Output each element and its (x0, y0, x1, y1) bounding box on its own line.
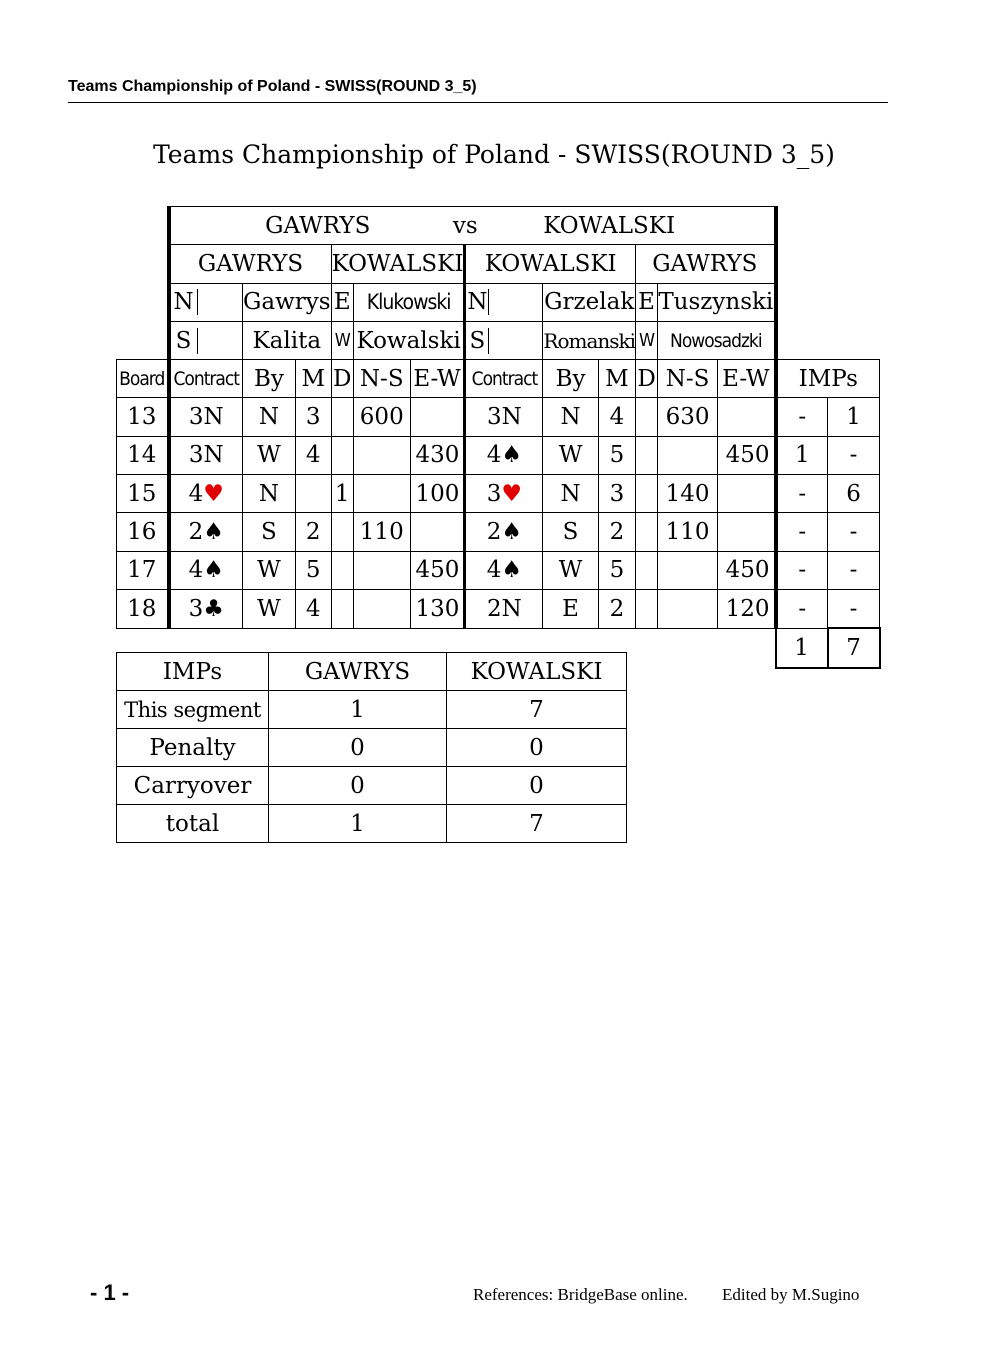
down-closed (636, 475, 658, 513)
summary-header-team2: KOWALSKI (447, 653, 627, 691)
summary-team1-value: 0 (269, 729, 447, 767)
summary-team1-value: 1 (269, 805, 447, 843)
open-south-label: S (171, 328, 198, 354)
summary-team2-value: 7 (447, 691, 627, 729)
contract-suit: ♣ (203, 595, 224, 622)
contract-open (169, 398, 243, 436)
down-open (331, 551, 353, 589)
closed-north-label: N (467, 289, 488, 316)
col-contract2: Contract (465, 360, 543, 398)
imps-team1: - (776, 551, 828, 589)
ns-score-open (353, 589, 410, 628)
board-row (117, 475, 880, 513)
board-row (117, 436, 880, 474)
contract-level: 3 (486, 480, 502, 507)
imps-team1: - (776, 475, 828, 513)
contract-level: 4 (188, 480, 204, 507)
board-row (117, 398, 880, 436)
contract-closed (465, 436, 543, 474)
ew-score-open: 130 (410, 589, 465, 628)
header-title: Teams Championship of Poland - SWISS(ROUND 3_5) (68, 78, 477, 95)
contract-suit: ♥ (203, 480, 224, 507)
contract-level: 3N (188, 442, 224, 469)
open-west-label: W (331, 321, 353, 359)
contract-suit: ♠ (203, 519, 224, 546)
declarer-closed: E (543, 589, 598, 628)
imps-team2: 6 (828, 475, 880, 513)
contract-open (169, 551, 243, 589)
team1-name: GAWRYS (265, 212, 371, 239)
contract-closed (465, 398, 543, 436)
down-open (331, 398, 353, 436)
summary-row (117, 691, 627, 729)
contract-level: 3N (188, 404, 224, 431)
summary-label: total (117, 805, 269, 843)
contract-closed (465, 513, 543, 551)
down-open (331, 513, 353, 551)
ew-score-closed (718, 513, 776, 551)
contract-open (169, 589, 243, 628)
open-north-label: N (171, 289, 198, 315)
closed-west-player: Nowosadzki (658, 321, 776, 359)
ew-score-closed (718, 398, 776, 436)
page-number: - 1 - (90, 1280, 130, 1305)
contract-suit: ♠ (203, 557, 224, 584)
down-closed (636, 513, 658, 551)
board-number: 17 (117, 551, 169, 589)
made-open: 2 (295, 513, 331, 551)
declarer-open: W (243, 551, 296, 589)
col-contract: Contract (169, 360, 243, 398)
open-south-player: Kalita (243, 321, 332, 359)
col-board: Board (117, 360, 169, 398)
imp-total-team1: 1 (776, 628, 828, 667)
col-by: By (243, 360, 296, 398)
summary-row (117, 767, 627, 805)
ns-score-closed: 140 (658, 475, 718, 513)
imps-team1: - (776, 398, 828, 436)
edited-by-note: Edited by M.Sugino (722, 1285, 860, 1304)
col-ew: E-W (410, 360, 465, 398)
made-open: 3 (295, 398, 331, 436)
made-closed: 2 (598, 589, 635, 628)
contract-suit: ♠ (501, 519, 523, 546)
declarer-closed: W (543, 551, 598, 589)
south-west-row (117, 321, 880, 359)
results-table (116, 206, 881, 669)
declarer-open: N (243, 398, 296, 436)
contract-closed (465, 475, 543, 513)
summary-header-imps: IMPs (117, 653, 269, 691)
ns-score-closed: 630 (658, 398, 718, 436)
contract-level: 3 (188, 595, 204, 622)
ew-score-open: 430 (410, 436, 465, 474)
ns-score-open: 110 (353, 513, 410, 551)
made-open: 4 (295, 589, 331, 628)
teams-row (117, 207, 880, 245)
page-title: Teams Championship of Poland - SWISS(ROUND 3_5) (153, 140, 835, 169)
board-number: 14 (117, 436, 169, 474)
imps-team2: - (828, 436, 880, 474)
declarer-closed: W (543, 436, 598, 474)
ew-score-closed: 120 (718, 589, 776, 628)
summary-label: This segment (117, 691, 269, 729)
ns-score-closed (658, 589, 718, 628)
summary-team2-value: 7 (447, 805, 627, 843)
contract-closed (465, 551, 543, 589)
closed-east-label: E (636, 283, 658, 321)
contract-level: 2 (188, 519, 204, 546)
open-east-player: Klukowski (353, 283, 465, 321)
ew-score-open: 100 (410, 475, 465, 513)
open-west-player: Kowalski (353, 321, 465, 359)
ew-score-open (410, 513, 465, 551)
down-open: 1 (331, 475, 353, 513)
contract-open (169, 513, 243, 551)
ns-score-open (353, 551, 410, 589)
summary-team2-value: 0 (447, 767, 627, 805)
room-teams-row (117, 245, 880, 283)
down-open (331, 436, 353, 474)
contract-closed (465, 589, 543, 628)
closed-south-player: Romanski (543, 321, 636, 359)
imp-total-team2: 7 (828, 628, 880, 667)
board-number: 16 (117, 513, 169, 551)
made-closed: 2 (598, 513, 635, 551)
contract-level: 2N (487, 595, 522, 622)
open-north-player: Gawrys (243, 283, 332, 321)
made-open: 4 (295, 436, 331, 474)
col-ns2: N-S (658, 360, 718, 398)
contract-suit: ♠ (501, 442, 523, 469)
ns-score-closed (658, 551, 718, 589)
contract-level: 4 (486, 557, 502, 584)
contract-level: 4 (188, 557, 204, 584)
summary-row (117, 805, 627, 843)
declarer-open: N (243, 475, 296, 513)
team2-name: KOWALSKI (543, 212, 676, 239)
board-number: 18 (117, 589, 169, 628)
col-imps: IMPs (776, 360, 880, 398)
summary-table (116, 652, 627, 843)
imps-team2: - (828, 589, 880, 628)
closed-west-label: W (636, 321, 658, 359)
ns-score-closed: 110 (658, 513, 718, 551)
down-closed (636, 436, 658, 474)
ns-score-open: 600 (353, 398, 410, 436)
summary-header-team1: GAWRYS (269, 653, 447, 691)
down-closed (636, 551, 658, 589)
board-row (117, 551, 880, 589)
made-closed: 3 (598, 475, 635, 513)
closed-east-player: Tuszynski (658, 283, 776, 321)
references-note: References: BridgeBase online. (473, 1285, 688, 1304)
imps-team2: - (828, 551, 880, 589)
contract-level: 3N (487, 404, 522, 431)
imps-team2: 1 (828, 398, 880, 436)
declarer-closed: S (543, 513, 598, 551)
made-closed: 5 (598, 436, 635, 474)
summary-header-row (117, 653, 627, 691)
imps-team1: - (776, 589, 828, 628)
ew-score-closed: 450 (718, 551, 776, 589)
closed-ew-team: GAWRYS (636, 245, 776, 283)
declarer-closed: N (543, 398, 598, 436)
board-number: 13 (117, 398, 169, 436)
col-made2: M (598, 360, 635, 398)
ns-score-open (353, 475, 410, 513)
down-closed (636, 398, 658, 436)
contract-open (169, 436, 243, 474)
page-header (68, 78, 888, 103)
contract-suit: ♠ (501, 557, 523, 584)
made-open (295, 475, 331, 513)
contract-suit: ♥ (501, 480, 523, 507)
ns-score-closed (658, 436, 718, 474)
down-closed (636, 589, 658, 628)
summary-team2-value: 0 (447, 729, 627, 767)
imps-team1: - (776, 513, 828, 551)
declarer-open: S (243, 513, 296, 551)
open-east-label: E (331, 283, 353, 321)
contract-level: 4 (486, 442, 502, 469)
board-row (117, 513, 880, 551)
made-closed: 4 (598, 398, 635, 436)
col-down: D (331, 360, 353, 398)
col-ew2: E-W (718, 360, 776, 398)
col-ns: N-S (353, 360, 410, 398)
north-east-row (117, 283, 880, 321)
ew-score-closed: 450 (718, 436, 776, 474)
made-open: 5 (295, 551, 331, 589)
summary-label: Penalty (117, 729, 269, 767)
declarer-open: W (243, 436, 296, 474)
declarer-open: W (243, 589, 296, 628)
summary-team1-value: 1 (269, 691, 447, 729)
column-header-row (117, 360, 880, 398)
imps-team2: - (828, 513, 880, 551)
col-made: M (295, 360, 331, 398)
vs-label: vs (452, 212, 478, 239)
board-row (117, 589, 880, 628)
open-ew-team: KOWALSKI (331, 245, 465, 283)
ew-score-open (410, 398, 465, 436)
open-ns-team: GAWRYS (169, 245, 332, 283)
col-down2: D (636, 360, 658, 398)
closed-north-player: Grzelak (543, 283, 636, 321)
contract-open (169, 475, 243, 513)
ns-score-open (353, 436, 410, 474)
col-by2: By (543, 360, 598, 398)
summary-team1-value: 0 (269, 767, 447, 805)
contract-level: 2 (486, 519, 502, 546)
down-open (331, 589, 353, 628)
closed-ns-team: KOWALSKI (465, 245, 636, 283)
made-closed: 5 (598, 551, 635, 589)
imps-team1: 1 (776, 436, 828, 474)
summary-row (117, 729, 627, 767)
board-number: 15 (117, 475, 169, 513)
closed-south-label: S (466, 328, 489, 354)
ew-score-open: 450 (410, 551, 465, 589)
summary-label: Carryover (117, 767, 269, 805)
ew-score-closed (718, 475, 776, 513)
declarer-closed: N (543, 475, 598, 513)
